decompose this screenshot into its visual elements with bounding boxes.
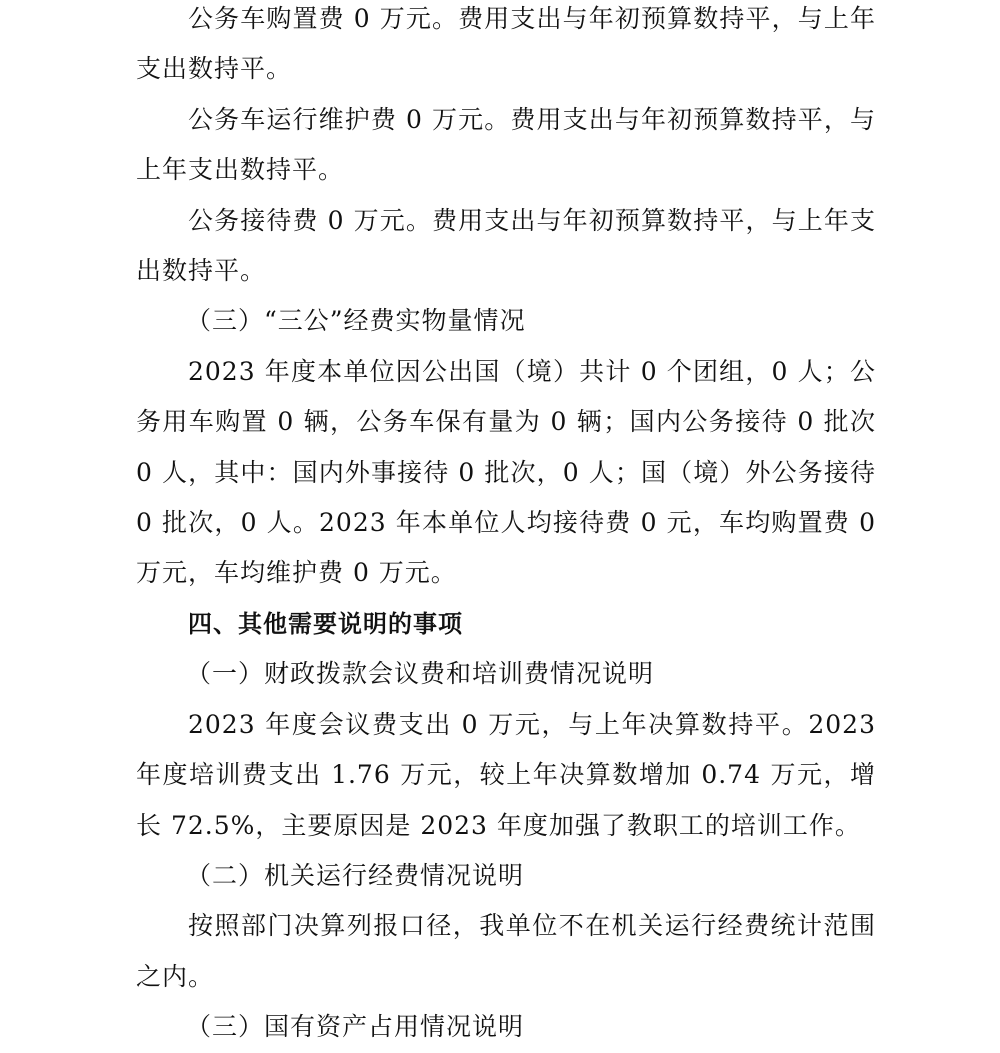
paragraph-operating-expenses: 按照部门决算列报口径，我单位不在机关运行经费统计范围之内。 xyxy=(136,911,876,991)
subheading-state-assets: （三）国有资产占用情况说明 xyxy=(186,1012,525,1042)
paragraph-physical-quantity: 2023 年度本单位因公出国（境）共计 0 个团组，0 人；公务用车购置 0 辆，公务车保有量为 0 辆；国内公务接待 0 批次 0 人，其中：国内外事接待 0 批次，0 人；国（境）外公务接待 0 批次，0 人。2023 年本单位人均接待费 0 元，车均购置费 0 万元，车均维护费 0 万元。 xyxy=(136,356,876,588)
paragraph-vehicle-purchase: 公务车购置费 0 万元。费用支出与年初预算数持平，与上年支出数持平。 xyxy=(136,4,876,84)
paragraph-reception-fee: 公务接待费 0 万元。费用支出与年初预算数持平，与上年支出数持平。 xyxy=(136,205,876,286)
subheading-meeting-training: （一）财政拨款会议费和培训费情况说明 xyxy=(186,659,655,689)
subheading-physical-quantity: （三）“三公”经费实物量情况 xyxy=(186,306,526,336)
paragraph-meeting-training: 2023 年度会议费支出 0 万元，与上年决算数持平。2023 年度培训费支出 1.76 万元，较上年决算数增加 0.74 万元，增长 72.5%，主要原因是 2023 年度加强了教职工的培训工作。 xyxy=(136,709,876,840)
paragraph-vehicle-maintenance: 公务车运行维护费 0 万元。费用支出与年初预算数持平，与上年支出数持平。 xyxy=(136,104,876,185)
subheading-operating-expenses: （二）机关运行经费情况说明 xyxy=(186,860,525,890)
document-page xyxy=(136,0,876,1053)
section-heading-other-matters: 四、其他需要说明的事项 xyxy=(188,609,463,638)
